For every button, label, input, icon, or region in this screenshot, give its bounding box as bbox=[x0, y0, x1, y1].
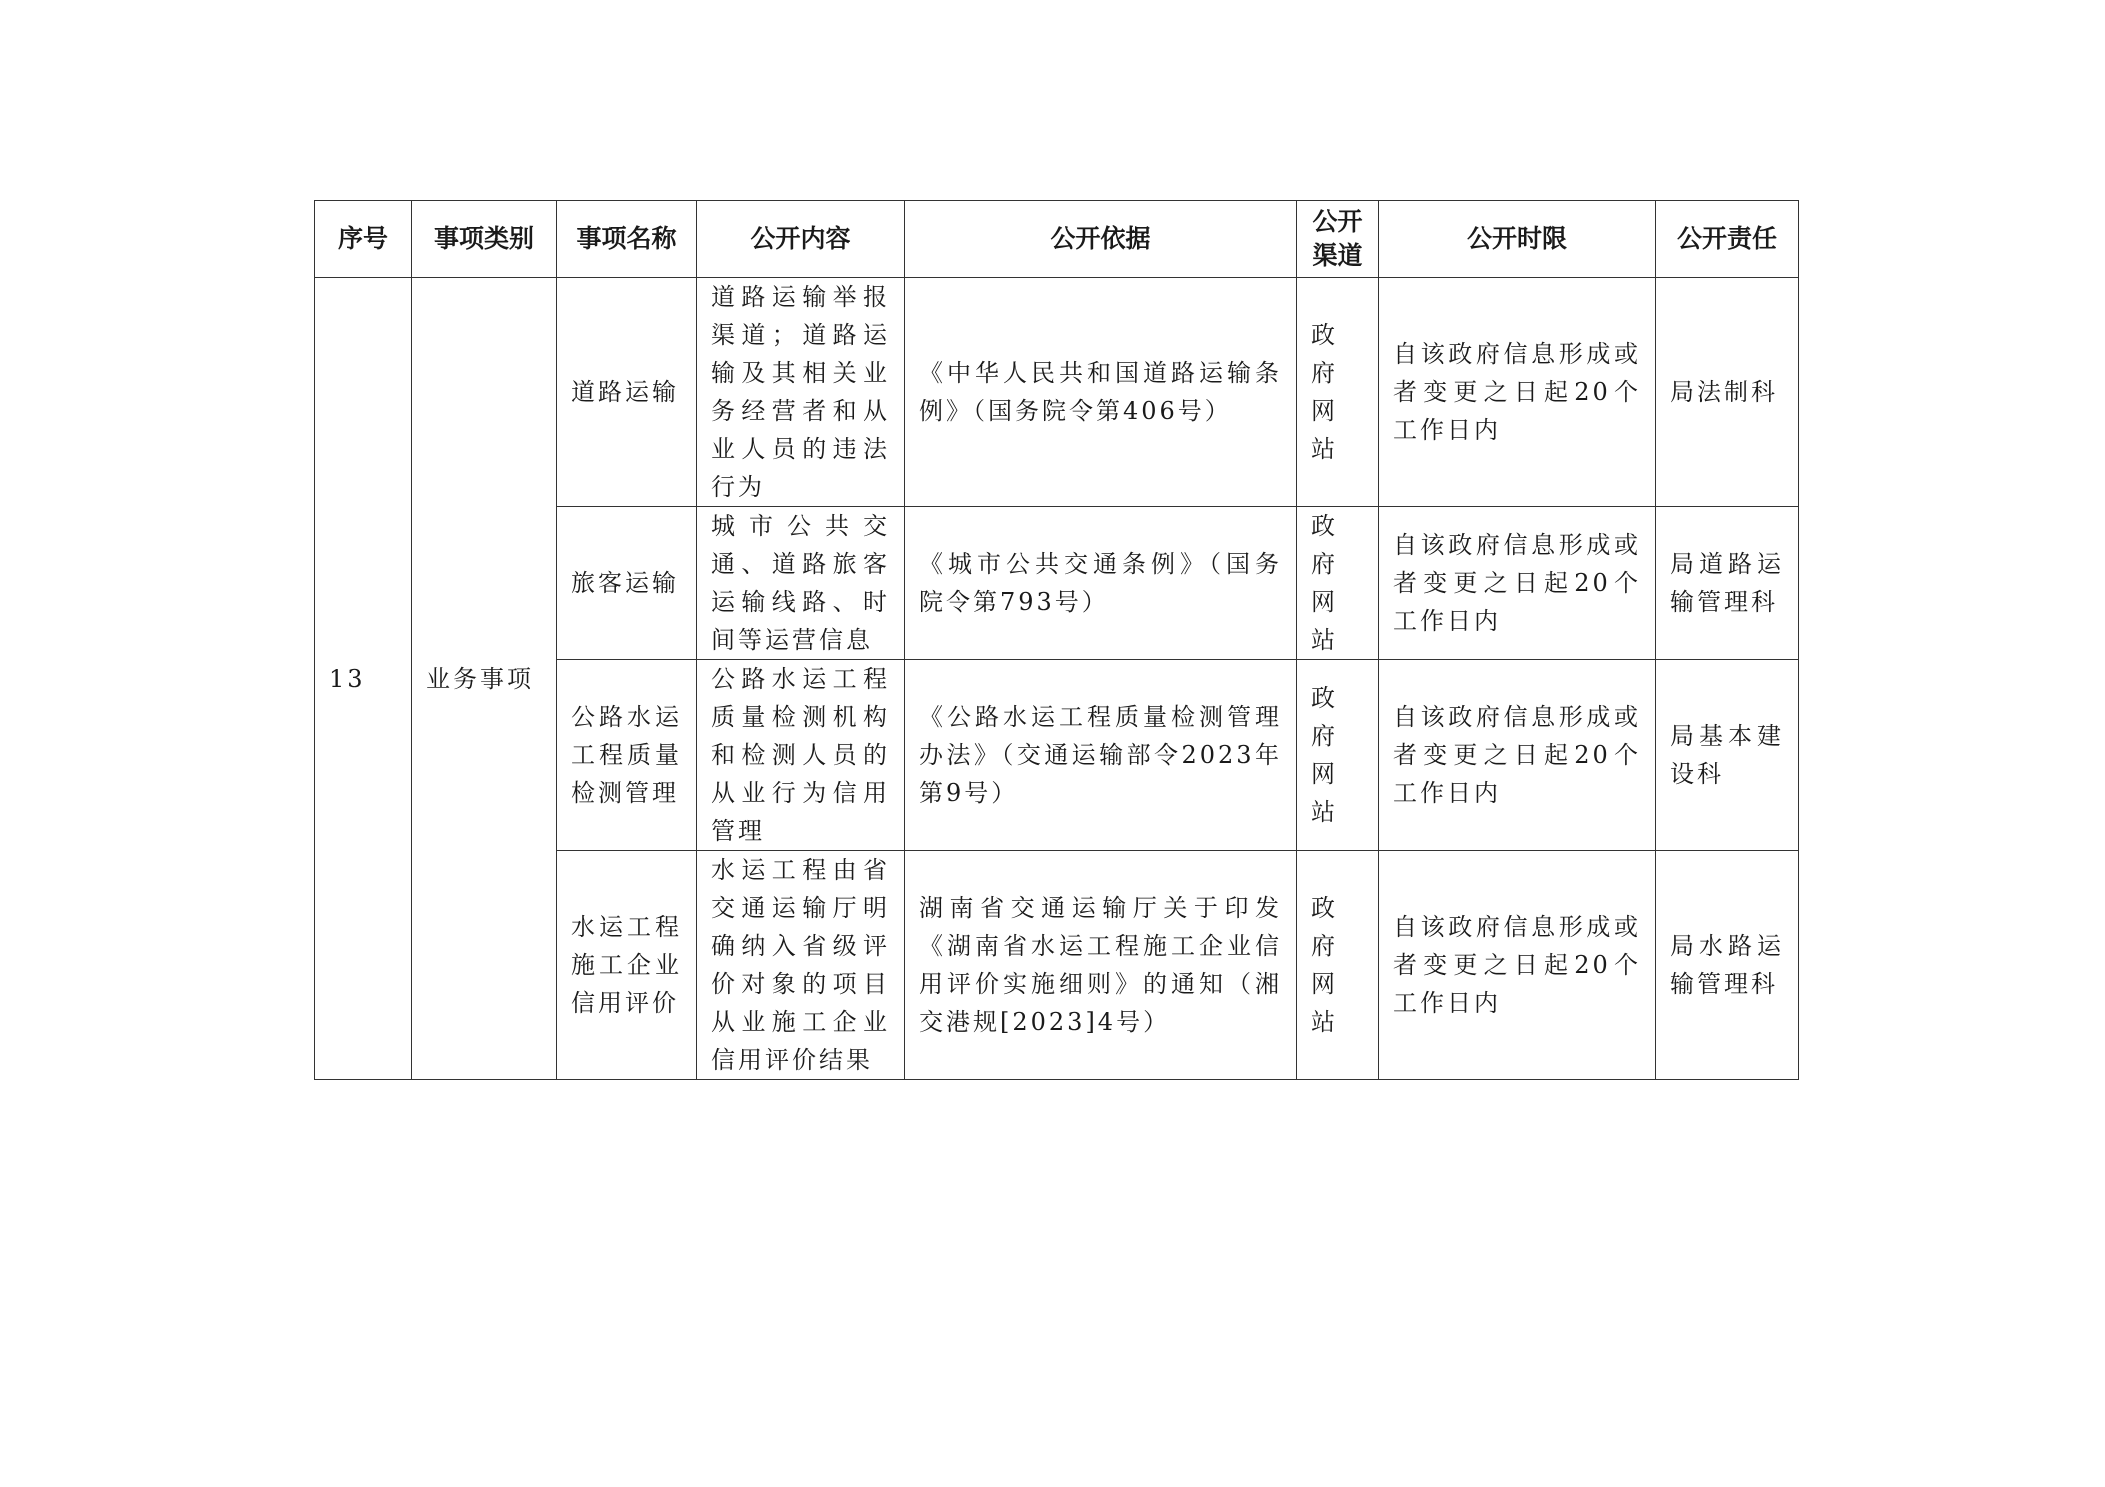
item-name-cell: 道路运输 bbox=[557, 278, 697, 507]
header-channel: 公开渠道 bbox=[1297, 201, 1379, 278]
header-deadline: 公开时限 bbox=[1379, 201, 1656, 278]
responsibility-cell: 局基本建设科 bbox=[1656, 660, 1799, 851]
table-row bbox=[315, 278, 1799, 507]
content-cell: 道路运输举报渠道；道路运输及其相关业务经营者和从业人员的违法行为 bbox=[697, 278, 905, 507]
header-name: 事项名称 bbox=[557, 201, 697, 278]
header-basis: 公开依据 bbox=[905, 201, 1297, 278]
responsibility-cell: 局法制科 bbox=[1656, 278, 1799, 507]
deadline-cell: 自该政府信息形成或者变更之日起20个工作日内 bbox=[1379, 851, 1656, 1080]
seq-cell: 13 bbox=[315, 278, 412, 1080]
header-responsibility: 公开责任 bbox=[1656, 201, 1799, 278]
header-seq: 序号 bbox=[315, 201, 412, 278]
responsibility-cell: 局水路运输管理科 bbox=[1656, 851, 1799, 1080]
channel-cell: 政府网站 bbox=[1297, 851, 1379, 1080]
basis-cell: 《公路水运工程质量检测管理办法》（交通运输部令2023年第9号） bbox=[905, 660, 1297, 851]
header-row bbox=[315, 201, 1799, 278]
disclosure-table bbox=[314, 200, 1799, 1080]
basis-cell: 《城市公共交通条例》（国务院令第793号） bbox=[905, 507, 1297, 660]
content-cell: 城市公共交通、道路旅客运输线路、时间等运营信息 bbox=[697, 507, 905, 660]
basis-cell: 《中华人民共和国道路运输条例》（国务院令第406号） bbox=[905, 278, 1297, 507]
item-name-cell: 水运工程施工企业信用评价 bbox=[557, 851, 697, 1080]
content-cell: 公路水运工程质量检测机构和检测人员的从业行为信用管理 bbox=[697, 660, 905, 851]
header-content: 公开内容 bbox=[697, 201, 905, 278]
content-cell: 水运工程由省交通运输厅明确纳入省级评价对象的项目从业施工企业信用评价结果 bbox=[697, 851, 905, 1080]
channel-cell: 政府网站 bbox=[1297, 660, 1379, 851]
category-cell: 业务事项 bbox=[412, 278, 557, 1080]
deadline-cell: 自该政府信息形成或者变更之日起20个工作日内 bbox=[1379, 278, 1656, 507]
responsibility-cell: 局道路运输管理科 bbox=[1656, 507, 1799, 660]
deadline-cell: 自该政府信息形成或者变更之日起20个工作日内 bbox=[1379, 507, 1656, 660]
header-category: 事项类别 bbox=[412, 201, 557, 278]
item-name-cell: 旅客运输 bbox=[557, 507, 697, 660]
basis-cell: 湖南省交通运输厅关于印发《湖南省水运工程施工企业信用评价实施细则》的通知（湘交港规[2023]4号） bbox=[905, 851, 1297, 1080]
deadline-cell: 自该政府信息形成或者变更之日起20个工作日内 bbox=[1379, 660, 1656, 851]
channel-cell: 政府网站 bbox=[1297, 507, 1379, 660]
channel-cell: 政府网站 bbox=[1297, 278, 1379, 507]
item-name-cell: 公路水运工程质量检测管理 bbox=[557, 660, 697, 851]
